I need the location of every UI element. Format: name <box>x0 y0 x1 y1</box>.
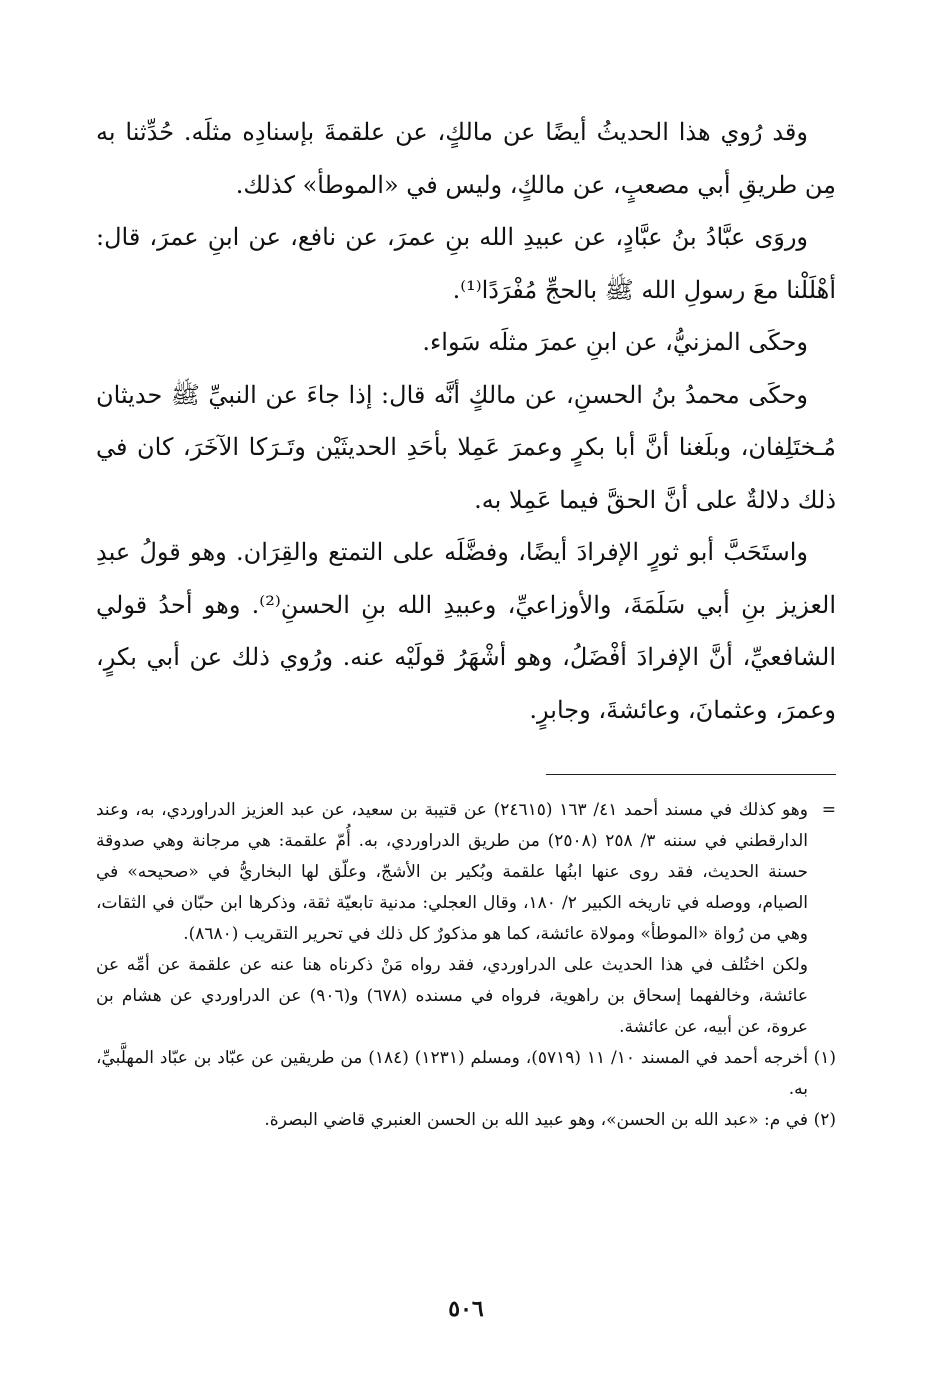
footnote-continuation-text-1: وهو كذلك في مسند أحمد ٤١/ ١٦٣ (٢٤٦١٥) عن قتيبة بن سعيد، عن عبد العزيز الدراوردي، به، وعند الدارقطني في سننه ٣/ ٢٥٨ (٢٥٠٨) من طريق الدراوردي، به. أُمّ علقمة: هي مرجانة وهي صدوقة حسنة الحديث، فقد روى عنها ابنُها علقمة وبُكير بن الأشجّ، وعلّق لها البخاريُّ في «صحيحه» في الصيام، ووصله في تاريخه الكبير ٢/ ١٨٠، وقال العجلي: مدنية تابعيّة ثقة، وذكرها ابن حبّان في الثقات، وهي من رُواة «الموطأ» ومولاة عائشة، كما هو مذكورٌ كل ذلك في تحرير التقريب (٨٦٨٠). <box>96 800 808 944</box>
main-text <box>96 106 836 736</box>
page-number: ٥٠٦ <box>448 1296 484 1322</box>
footnote-1-marker: (١) <box>813 1048 837 1068</box>
paragraph-5: واستَحَبَّ أبو ثورٍ الإفرادَ أيضًا، وفضَّلَه على التمتع والقِرَان. وهو قولُ عبدِ العزيز بنِ أبي سَلَمَةَ، والأوزاعيِّ، وعبيدِ الله بنِ الحسنِ⁽²⁾. وهو أحدُ قولي الشافعيِّ، أنَّ الإفرادَ أفْضَلُ، وهو أشْهَرُ قولَيْه عنه. ورُوي ذلك عن أبي بكرٍ، وعمرَ، وعثمانَ، وعائشةَ، وجابرٍ. <box>96 538 837 724</box>
paragraph-1: وقد رُوي هذا الحديثُ أيضًا عن مالكٍ، عن علقمةَ بإسنادِه مثلَه. حُدِّثنا به مِن طريقِ أبي مصعبٍ، عن مالكٍ، وليس في «الموطأ» كذلك. <box>96 118 836 199</box>
footnote-separator <box>546 774 836 775</box>
footnote-2-marker: (٢) <box>813 1110 836 1130</box>
continuation-marker: = <box>821 800 836 820</box>
footnote-2-text: في م: «عبد الله بن الحسن»، وهو عبيد الله بن الحسن العنبري قاضي البصرة. <box>264 1110 808 1130</box>
footnote-2 <box>96 1105 836 1136</box>
footnotes <box>96 795 836 1136</box>
paragraph-3: وحكَى المزنيُّ، عن ابنِ عمرَ مثلَه سَواء. <box>422 328 808 356</box>
footnote-1-text: أخرجه أحمد في المسند ١٠/ ١١ (٥٧١٩)، ومسلم (١٢٣١) (١٨٤) من طريقين عن عبّاد بن عبّاد المهلَّبيِّ، به. <box>96 1048 809 1099</box>
footnote-continuation-2: ولكن اختُلف في هذا الحديث على الدراوردي، فقد رواه مَنْ ذكرناه هنا عنه عن علقمة عن أمِّه عن عائشة، وخالفهما إسحاق بن راهوية، فرواه في مسنده (٦٧٨) و(٩٠٦) عن الدراوردي عن هشام بن عروة، عن أبيه، عن عائشة. <box>96 955 808 1037</box>
footnote-1 <box>96 1043 836 1105</box>
paragraph-2: وروَى عبَّادُ بنُ عبَّادٍ، عن عبيدِ الله بنِ عمرَ، عن نافع، عن ابنِ عمرَ، قال: أهْلَلْنا معَ رسولِ الله ﷺ بالحجِّ مُفْرَدًا⁽¹⁾. <box>96 223 836 304</box>
paragraph-4: وحكَى محمدُ بنُ الحسنِ، عن مالكٍ أنَّه قال: إذا جاءَ عن النبيِّ ﷺ حديثان مُـختَلِفان، وبلَغنا أنَّ أبا بكرٍ وعمرَ عَمِلا بأحَدِ الحديثَيْن وتَـرَكا الآخَرَ، كان في ذلك دلالةٌ على أنَّ الحقَّ فيما عَمِلا به. <box>96 380 836 514</box>
footnote-continuation-1 <box>96 795 836 950</box>
